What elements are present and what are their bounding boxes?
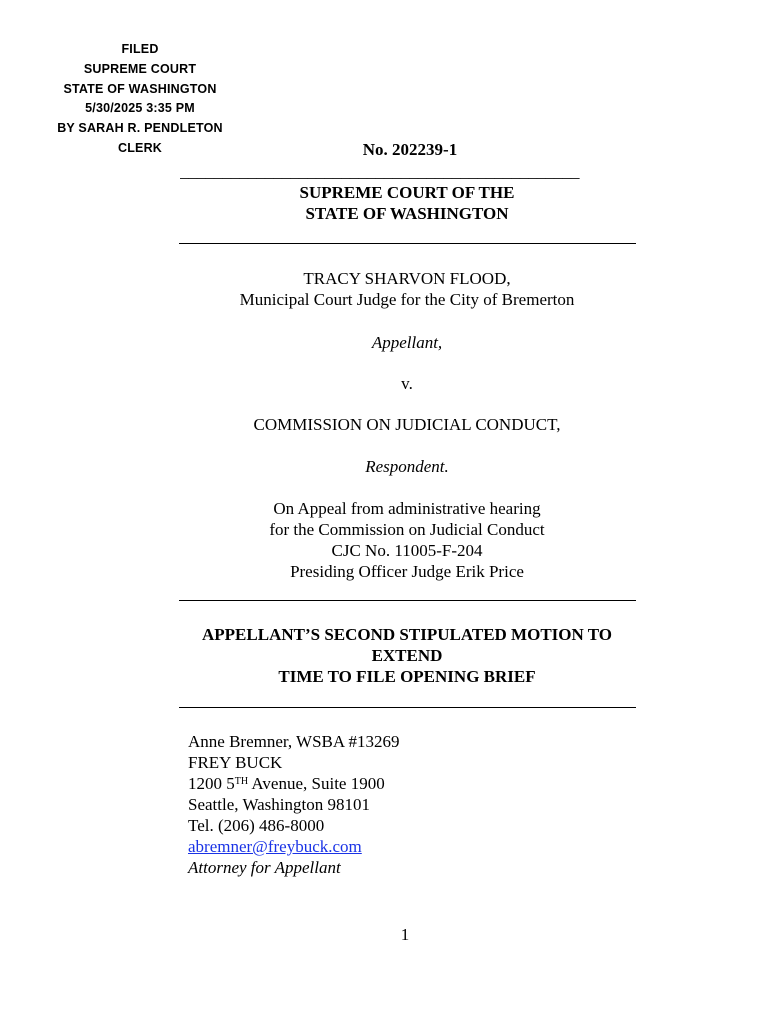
appeal-line-1: On Appeal from administrative hearing [273,499,541,518]
address-street: Avenue, Suite 1900 [248,774,385,793]
address-number: 1200 5 [188,774,235,793]
respondent-role: Respondent. [365,457,449,476]
case-number: No. 202239-1 [362,140,458,159]
appeal-line-2: for the Commission on Judicial Conduct [269,520,545,539]
appellant-role: Appellant, [371,333,443,352]
counsel-block [188,731,548,878]
page-number: 1 [400,925,410,944]
court-name [180,182,634,224]
divider-rule [179,707,636,708]
stamp-line: 5/30/2025 3:35 PM [85,101,195,116]
stamp-line: CLERK [117,140,163,155]
appeal-line-3: CJC No. 11005-F-204 [331,541,483,560]
appeal-line-4: Presiding Officer Judge Erik Price [290,562,524,581]
appellant-title: Municipal Court Judge for the City of Bremerton [239,290,575,309]
divider-rule [179,243,636,244]
address-superscript: TH [234,776,249,787]
counsel-firm: FREY BUCK [188,753,283,772]
versus: v. [401,374,413,393]
motion-title-line-2: EXTEND [371,646,443,665]
counsel-name: Anne Bremner, WSBA #13269 [188,732,400,751]
counsel-phone: Tel. (206) 486-8000 [188,816,325,835]
counsel-city: Seattle, Washington 98101 [188,795,370,814]
respondent-name: COMMISSION ON JUDICIAL CONDUCT, [253,415,561,434]
counsel-address [188,773,548,794]
divider-rule [179,600,636,601]
counsel-role: Attorney for Appellant [188,858,341,877]
stamp-line: STATE OF WASHINGTON [63,81,217,96]
stamp-line: BY SARAH R. PENDLETON [57,121,223,136]
counsel-email-link[interactable]: abremner@freybuck.com [188,837,362,856]
underscore-divider: _______________________________________________ [180,162,580,181]
appellant-name: TRACY SHARVON FLOOD, [303,269,511,288]
motion-title [180,624,634,687]
motion-title-line-1: APPELLANT’S SECOND STIPULATED MOTION TO [202,625,612,644]
appeal-info [180,498,634,582]
filing-stamp [50,40,230,159]
court-line-1: SUPREME COURT OF THE [299,183,515,202]
stamp-line: SUPREME COURT [83,61,197,76]
motion-title-line-3: TIME TO FILE OPENING BRIEF [278,667,536,686]
court-line-2: STATE OF WASHINGTON [305,204,509,223]
appellant-block [180,268,634,310]
stamp-line: FILED [121,42,159,56]
